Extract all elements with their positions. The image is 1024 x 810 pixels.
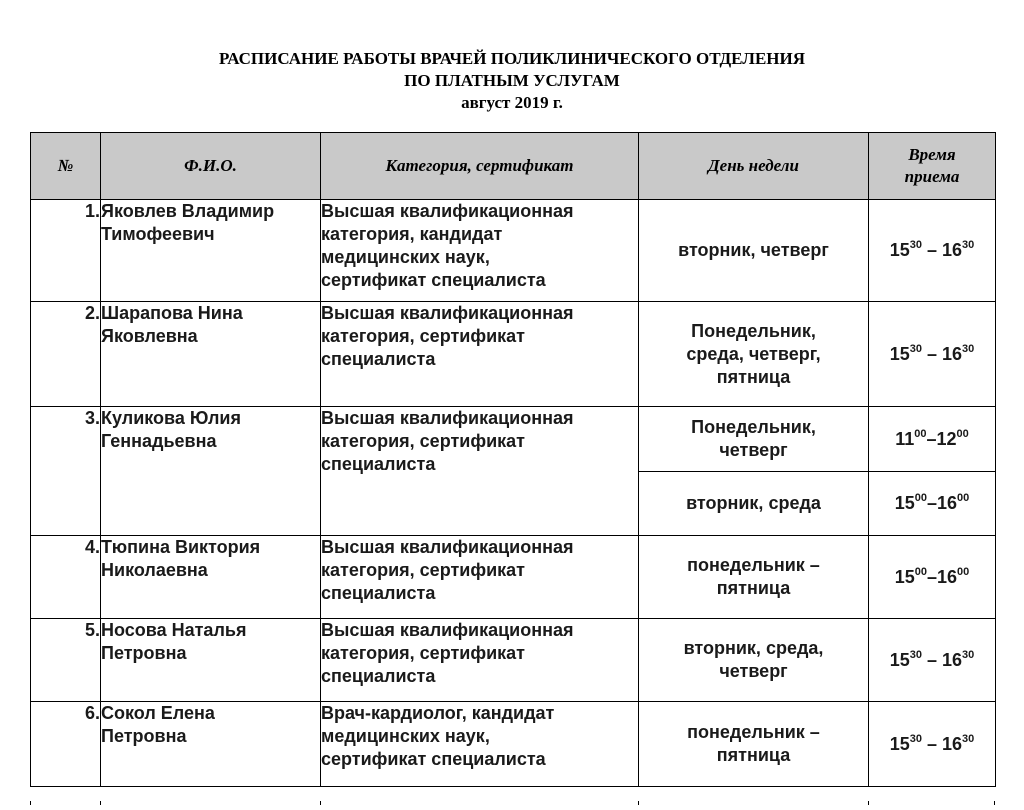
category-line: специалиста	[321, 454, 436, 474]
category-cell	[321, 407, 639, 536]
row-number: 4.	[31, 536, 101, 619]
time-start-minutes: 00	[914, 427, 927, 440]
category-line: специалиста	[321, 583, 436, 603]
column-header-day: День недели	[639, 133, 869, 200]
weekday-line: среда, четверг,	[686, 343, 821, 364]
time-end-hour: 16	[942, 649, 963, 670]
time-end-hour: 16	[942, 343, 963, 364]
weekday-cell	[639, 407, 869, 472]
continuation-lines-graphic	[30, 801, 995, 805]
time-cell	[869, 302, 996, 407]
weekday-cell	[639, 619, 869, 702]
document-title: РАСПИСАНИЕ РАБОТЫ ВРАЧЕЙ ПОЛИКЛИНИЧЕСКОГО ОТДЕЛЕНИЯ	[218, 49, 806, 68]
weekday-line: пятница	[716, 578, 791, 598]
weekday-cell	[639, 536, 869, 619]
weekday-line: вторник, среда	[686, 493, 821, 513]
row-number: 6.	[31, 702, 101, 787]
column-header-time	[869, 133, 996, 200]
time-end-minutes: 00	[957, 492, 970, 504]
time-separator: –	[921, 343, 942, 364]
doctor-name-cell	[101, 302, 321, 407]
time-cell	[869, 619, 996, 702]
time-start-hour: 15	[894, 493, 915, 513]
category-line: категория, сертификат	[321, 560, 525, 580]
time-separator: –	[921, 240, 942, 260]
table-row	[31, 619, 996, 702]
doctor-name-line: Тюпина Виктория	[101, 537, 261, 557]
table-header-row	[31, 133, 996, 200]
doctor-name-line: Николаевна	[101, 560, 208, 580]
category-cell	[321, 200, 639, 302]
category-line: категория, сертификат	[321, 326, 525, 346]
time-cell	[869, 472, 996, 536]
doctor-name-cell	[101, 702, 321, 787]
doctor-name-line: Шарапова Нина	[101, 303, 243, 323]
doctor-name-cell	[101, 536, 321, 619]
category-line: категория, сертификат	[321, 431, 525, 451]
category-cell	[321, 536, 639, 619]
category-line: сертификат специалиста	[321, 270, 546, 290]
time-start-hour: 15	[894, 566, 915, 587]
time-start-minutes: 30	[909, 239, 922, 251]
weekday-line: пятница	[716, 745, 791, 765]
time-start-hour: 15	[889, 240, 910, 260]
category-line: Высшая квалификационная	[321, 408, 574, 428]
weekday-cell	[639, 472, 869, 536]
weekday-line: вторник, четверг	[678, 240, 829, 260]
row-number: 5.	[31, 619, 101, 702]
time-start-minutes: 30	[909, 648, 922, 661]
time-end-hour: 16	[937, 493, 958, 513]
doctor-name-line: Яковлев Владимир	[101, 201, 275, 221]
column-header-num: №	[31, 133, 101, 200]
doctor-name-line: Куликова Юлия	[101, 408, 241, 428]
doctor-name-line: Петровна	[101, 643, 187, 663]
doctor-name-line: Сокол Елена	[101, 703, 215, 723]
time-start-minutes: 00	[914, 492, 927, 504]
category-line: Врач-кардиолог, кандидат	[321, 703, 555, 723]
table-row	[31, 536, 996, 619]
document-period: август 2019 г.	[461, 93, 563, 112]
time-cell	[869, 407, 996, 472]
document-subtitle: ПО ПЛАТНЫМ УСЛУГАМ	[404, 71, 620, 90]
time-end-minutes: 30	[962, 239, 975, 251]
row-number: 1.	[31, 200, 101, 302]
time-cell	[869, 536, 996, 619]
category-line: Высшая квалификационная	[321, 620, 574, 640]
weekday-cell	[639, 702, 869, 787]
category-line: специалиста	[321, 349, 436, 369]
category-line: сертификат специалиста	[321, 749, 546, 769]
time-separator: –	[926, 493, 937, 513]
category-line: категория, кандидат	[321, 224, 503, 244]
column-header-fio: Ф.И.О.	[101, 133, 321, 200]
table-continuation	[30, 792, 995, 796]
schedule-table	[30, 132, 996, 787]
doctor-name-cell	[101, 619, 321, 702]
doctor-name-line: Яковлевна	[101, 326, 198, 346]
time-end-hour: 16	[942, 733, 963, 754]
table-body	[31, 200, 996, 787]
doctor-name-cell	[101, 407, 321, 536]
time-separator: –	[921, 649, 942, 670]
time-start-hour: 15	[889, 343, 910, 364]
weekday-line: понедельник –	[687, 722, 820, 742]
category-line: специалиста	[321, 666, 436, 686]
doctor-name-cell	[101, 200, 321, 302]
weekday-line: вторник, среда,	[683, 638, 824, 658]
time-end-minutes: 30	[962, 342, 975, 355]
doctor-name-line: Петровна	[101, 726, 187, 746]
time-cell	[869, 200, 996, 302]
doctor-name-line: Тимофеевич	[101, 224, 215, 244]
row-number: 3.	[31, 407, 101, 536]
time-end-hour: 16	[942, 240, 963, 260]
time-end-minutes: 00	[957, 565, 970, 578]
table-row	[31, 407, 996, 472]
weekday-line: Понедельник,	[691, 320, 816, 341]
time-start-minutes: 30	[909, 342, 922, 355]
time-end-hour: 16	[937, 566, 958, 587]
weekday-line: понедельник –	[687, 555, 820, 575]
category-line: категория, сертификат	[321, 643, 525, 663]
doctor-name-line: Носова Наталья	[101, 620, 247, 640]
category-cell	[321, 302, 639, 407]
doctor-name-line: Геннадьевна	[101, 431, 217, 451]
table-row	[31, 702, 996, 787]
category-cell	[321, 619, 639, 702]
time-end-minutes: 00	[956, 427, 969, 440]
time-start-minutes: 00	[914, 565, 927, 578]
weekday-line: четверг	[719, 440, 788, 460]
category-cell	[321, 702, 639, 787]
weekday-cell	[639, 302, 869, 407]
category-line: медицинских наук,	[321, 247, 490, 267]
weekday-line: четверг	[719, 661, 788, 681]
column-header-category: Категория, сертификат	[321, 133, 639, 200]
weekday-line: Понедельник,	[691, 417, 816, 437]
time-separator: –	[921, 733, 942, 754]
category-line: медицинских наук,	[321, 726, 490, 746]
document-header	[0, 48, 1024, 114]
time-end-minutes: 30	[962, 648, 975, 661]
time-end-minutes: 30	[962, 732, 975, 745]
column-header-time-line1: Время	[908, 145, 956, 164]
row-number: 2.	[31, 302, 101, 407]
time-start-hour: 15	[889, 649, 910, 670]
time-start-minutes: 30	[909, 732, 922, 745]
weekday-cell	[639, 200, 869, 302]
column-header-time-line2: приема	[904, 167, 960, 186]
category-line: Высшая квалификационная	[321, 201, 574, 221]
time-end-hour: 12	[936, 428, 957, 449]
time-start-hour: 11	[895, 428, 915, 449]
category-line: Высшая квалификационная	[321, 303, 574, 323]
table-row	[31, 200, 996, 302]
time-start-hour: 15	[889, 733, 910, 754]
time-cell	[869, 702, 996, 787]
time-separator: –	[926, 566, 937, 587]
table-row	[31, 302, 996, 407]
time-separator: –	[926, 428, 937, 449]
weekday-line: пятница	[716, 366, 791, 387]
category-line: Высшая квалификационная	[321, 537, 574, 557]
